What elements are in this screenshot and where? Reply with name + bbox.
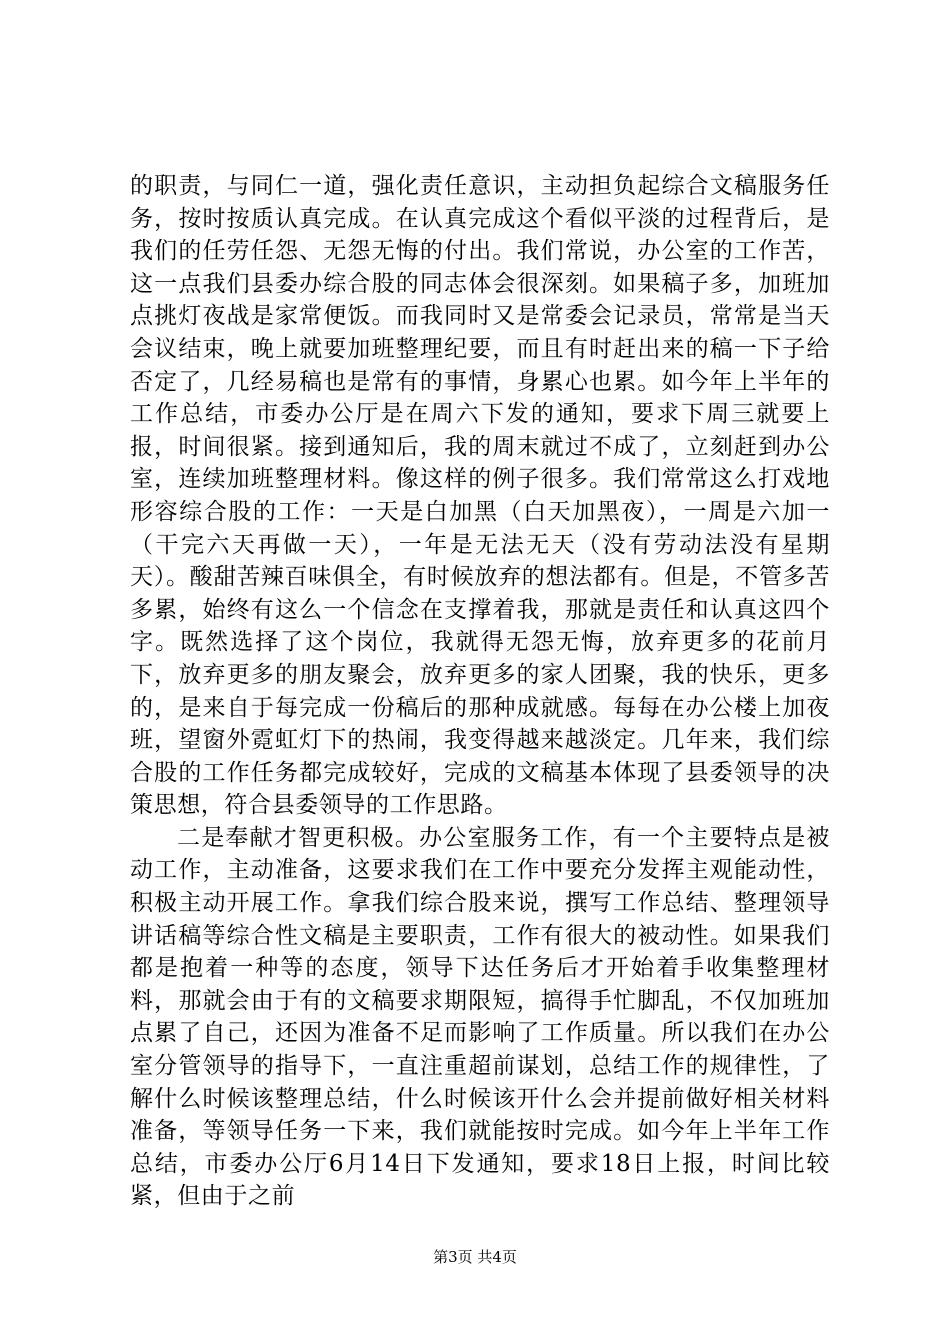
page-footer: 第3页 共4页 (433, 1248, 517, 1266)
document-body (130, 170, 830, 1213)
paragraph-1: 的职责，与同仁一道，强化责任意识，主动担负起综合文稿服务任务，按时按质认真完成。在认真完成这个看似平淡的过程背后，是我们的任劳任怨、无怨无悔的付出。我们常说，办公室的工作苦，这一点我们县委办综合股的同志体会很深刻。如果稿子多，加班加点挑灯夜战是家常便饭。而我同时又是常委会记录员，常常是当天会议结束，晚上就要加班整理纪要，而且有时赶出来的稿一下子给否定了，几经易稿也是常有的事情，身累心也累。如今年上半年的工作总结，市委办公厅是在周六下发的通知，要求下周三就要上报，时间很紧。接到通知后，我的周末就过不成了，立刻赶到办公室，连续加班整理材料。像这样的例子很多。我们常常这么打戏地形容综合股的工作：一天是白加黑（白天加黑夜），一周是六加一（干完六天再做一天），一年是无法无天（没有劳动法没有星期天）。酸甜苦辣百味俱全，有时候放弃的想法都有。但是，不管多苦多累，始终有这么一个信念在支撑着我，那就是责任和认真这四个字。既然选择了这个岗位，我就得无怨无悔，放弃更多的花前月下，放弃更多的朋友聚会，放弃更多的家人团聚，我的快乐，更多的，是来自于每完成一份稿后的那种成就感。每每在办公楼上加夜班，望窗外霓虹灯下的热闹，我变得越来越淡定。几年来，我们综合股的工作任务都完成较好，完成的文稿基本体现了县委领导的决策思想，符合县委领导的工作思路。 (130, 173, 830, 819)
paragraph-2: 二是奉献才智更积极。办公室服务工作，有一个主要特点是被动工作，主动准备，这要求我们在工作中要充分发挥主观能动性，积极主动开展工作。拿我们综合股来说，撰写工作总结、整理领导讲话稿等综合性文稿是主要职责，工作有很大的被动性。如果我们都是抱着一种等的态度，领导下达任务后才开始着手收集整理材料，那就会由于有的文稿要求期限短，搞得手忙脚乱，不仅加班加点累了自己，还因为准备不足而影响了工作质量。所以我们在办公室分管领导的指导下，一直注重超前谋划，总结工作的规律性，了解什么时候该整理总结，什么时候该开什么会并提前做好相关材料准备，等领导任务一下来，我们就能按时完成。如今年上半年工作总结，市委办公厅6月14日下发通知，要求18日上报，时间比较紧，但由于之前 (130, 824, 830, 1210)
